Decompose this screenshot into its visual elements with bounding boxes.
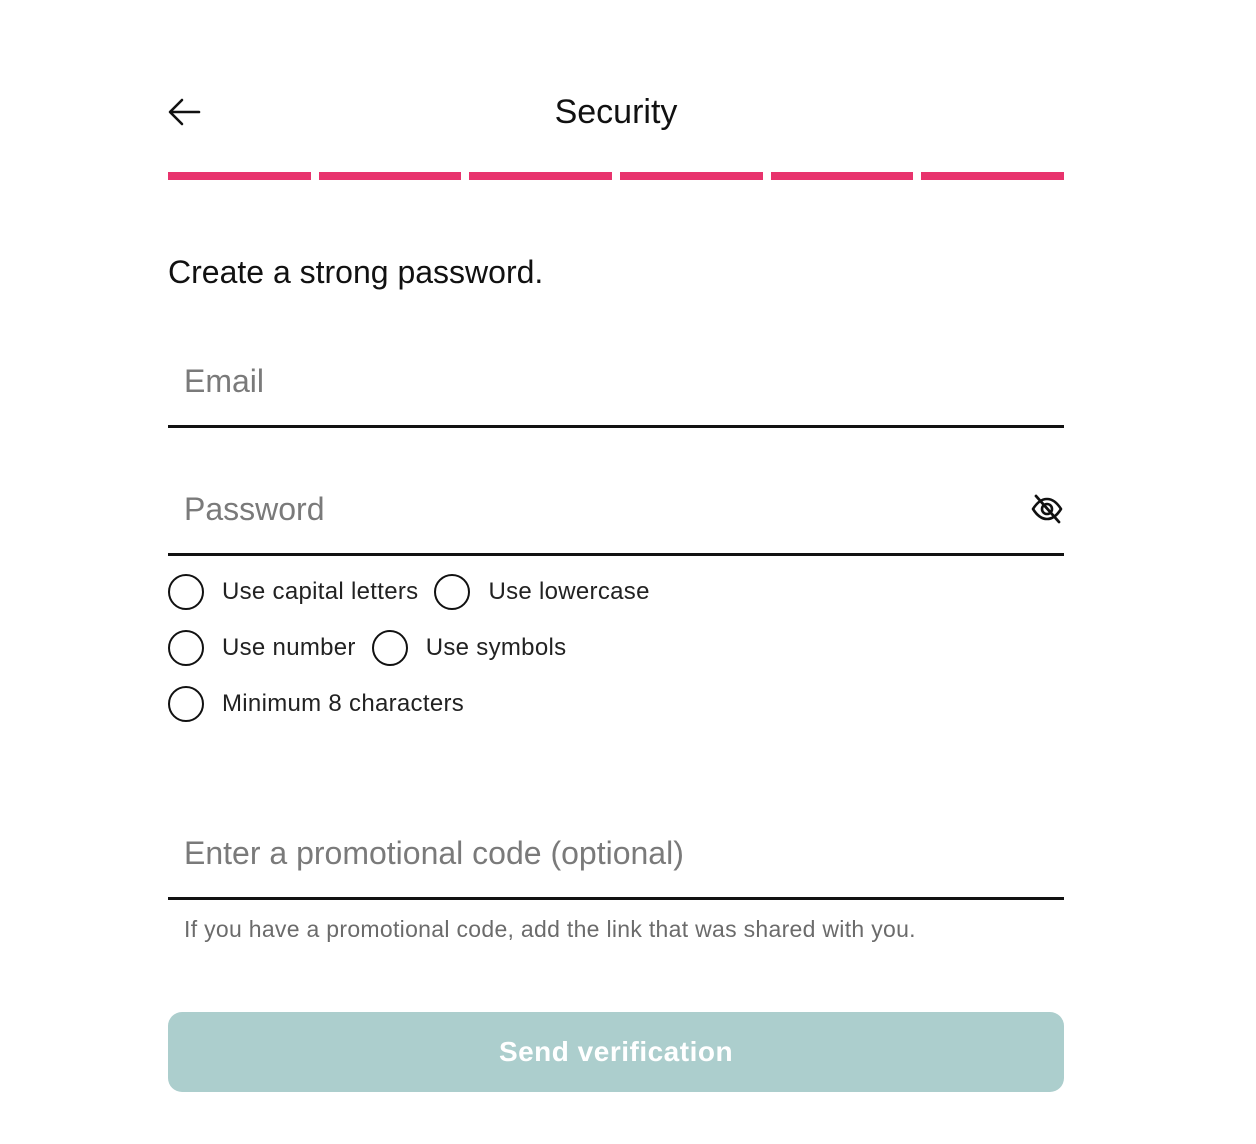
requirements-row <box>168 628 1064 668</box>
unchecked-circle-icon <box>168 574 204 610</box>
email-field-container <box>168 338 1064 428</box>
form-heading: Create a strong password. <box>168 254 544 290</box>
unchecked-circle-icon <box>168 630 204 666</box>
requirement-number <box>168 630 356 666</box>
progress-step-5 <box>771 172 914 180</box>
progress-step-6 <box>921 172 1064 180</box>
password-input[interactable] <box>168 466 1064 553</box>
unchecked-circle-icon <box>434 574 470 610</box>
progress-step-2 <box>319 172 462 180</box>
progress-step-1 <box>168 172 311 180</box>
requirement-label: Use number <box>222 634 356 661</box>
requirements-row <box>168 572 1064 612</box>
send-verification-button[interactable]: Send verification <box>168 1012 1064 1092</box>
requirement-symbols <box>372 630 567 666</box>
unchecked-circle-icon <box>168 686 204 722</box>
requirement-capital-letters <box>168 574 418 610</box>
promo-code-field-container <box>168 810 1064 900</box>
password-requirements <box>168 572 1064 740</box>
promo-code-helper-text: If you have a promotional code, add the link that was shared with you. <box>184 916 916 942</box>
requirement-label: Minimum 8 characters <box>222 690 465 717</box>
password-field-container <box>168 466 1064 556</box>
toggle-password-visibility-button[interactable] <box>1030 492 1064 526</box>
requirement-label: Use symbols <box>425 634 567 661</box>
step-progress-bar <box>168 172 1064 180</box>
requirements-row <box>168 684 1064 724</box>
unchecked-circle-icon <box>372 630 408 666</box>
eye-off-icon <box>1030 492 1064 526</box>
requirement-lowercase <box>434 574 649 610</box>
progress-step-3 <box>469 172 612 180</box>
requirement-label: Use lowercase <box>488 578 650 605</box>
progress-step-4 <box>620 172 763 180</box>
promo-code-input[interactable] <box>168 810 1064 897</box>
email-input[interactable] <box>168 338 1064 425</box>
requirement-min-length <box>168 686 464 722</box>
page-title: Security <box>554 93 678 131</box>
requirement-label: Use capital letters <box>222 578 419 605</box>
